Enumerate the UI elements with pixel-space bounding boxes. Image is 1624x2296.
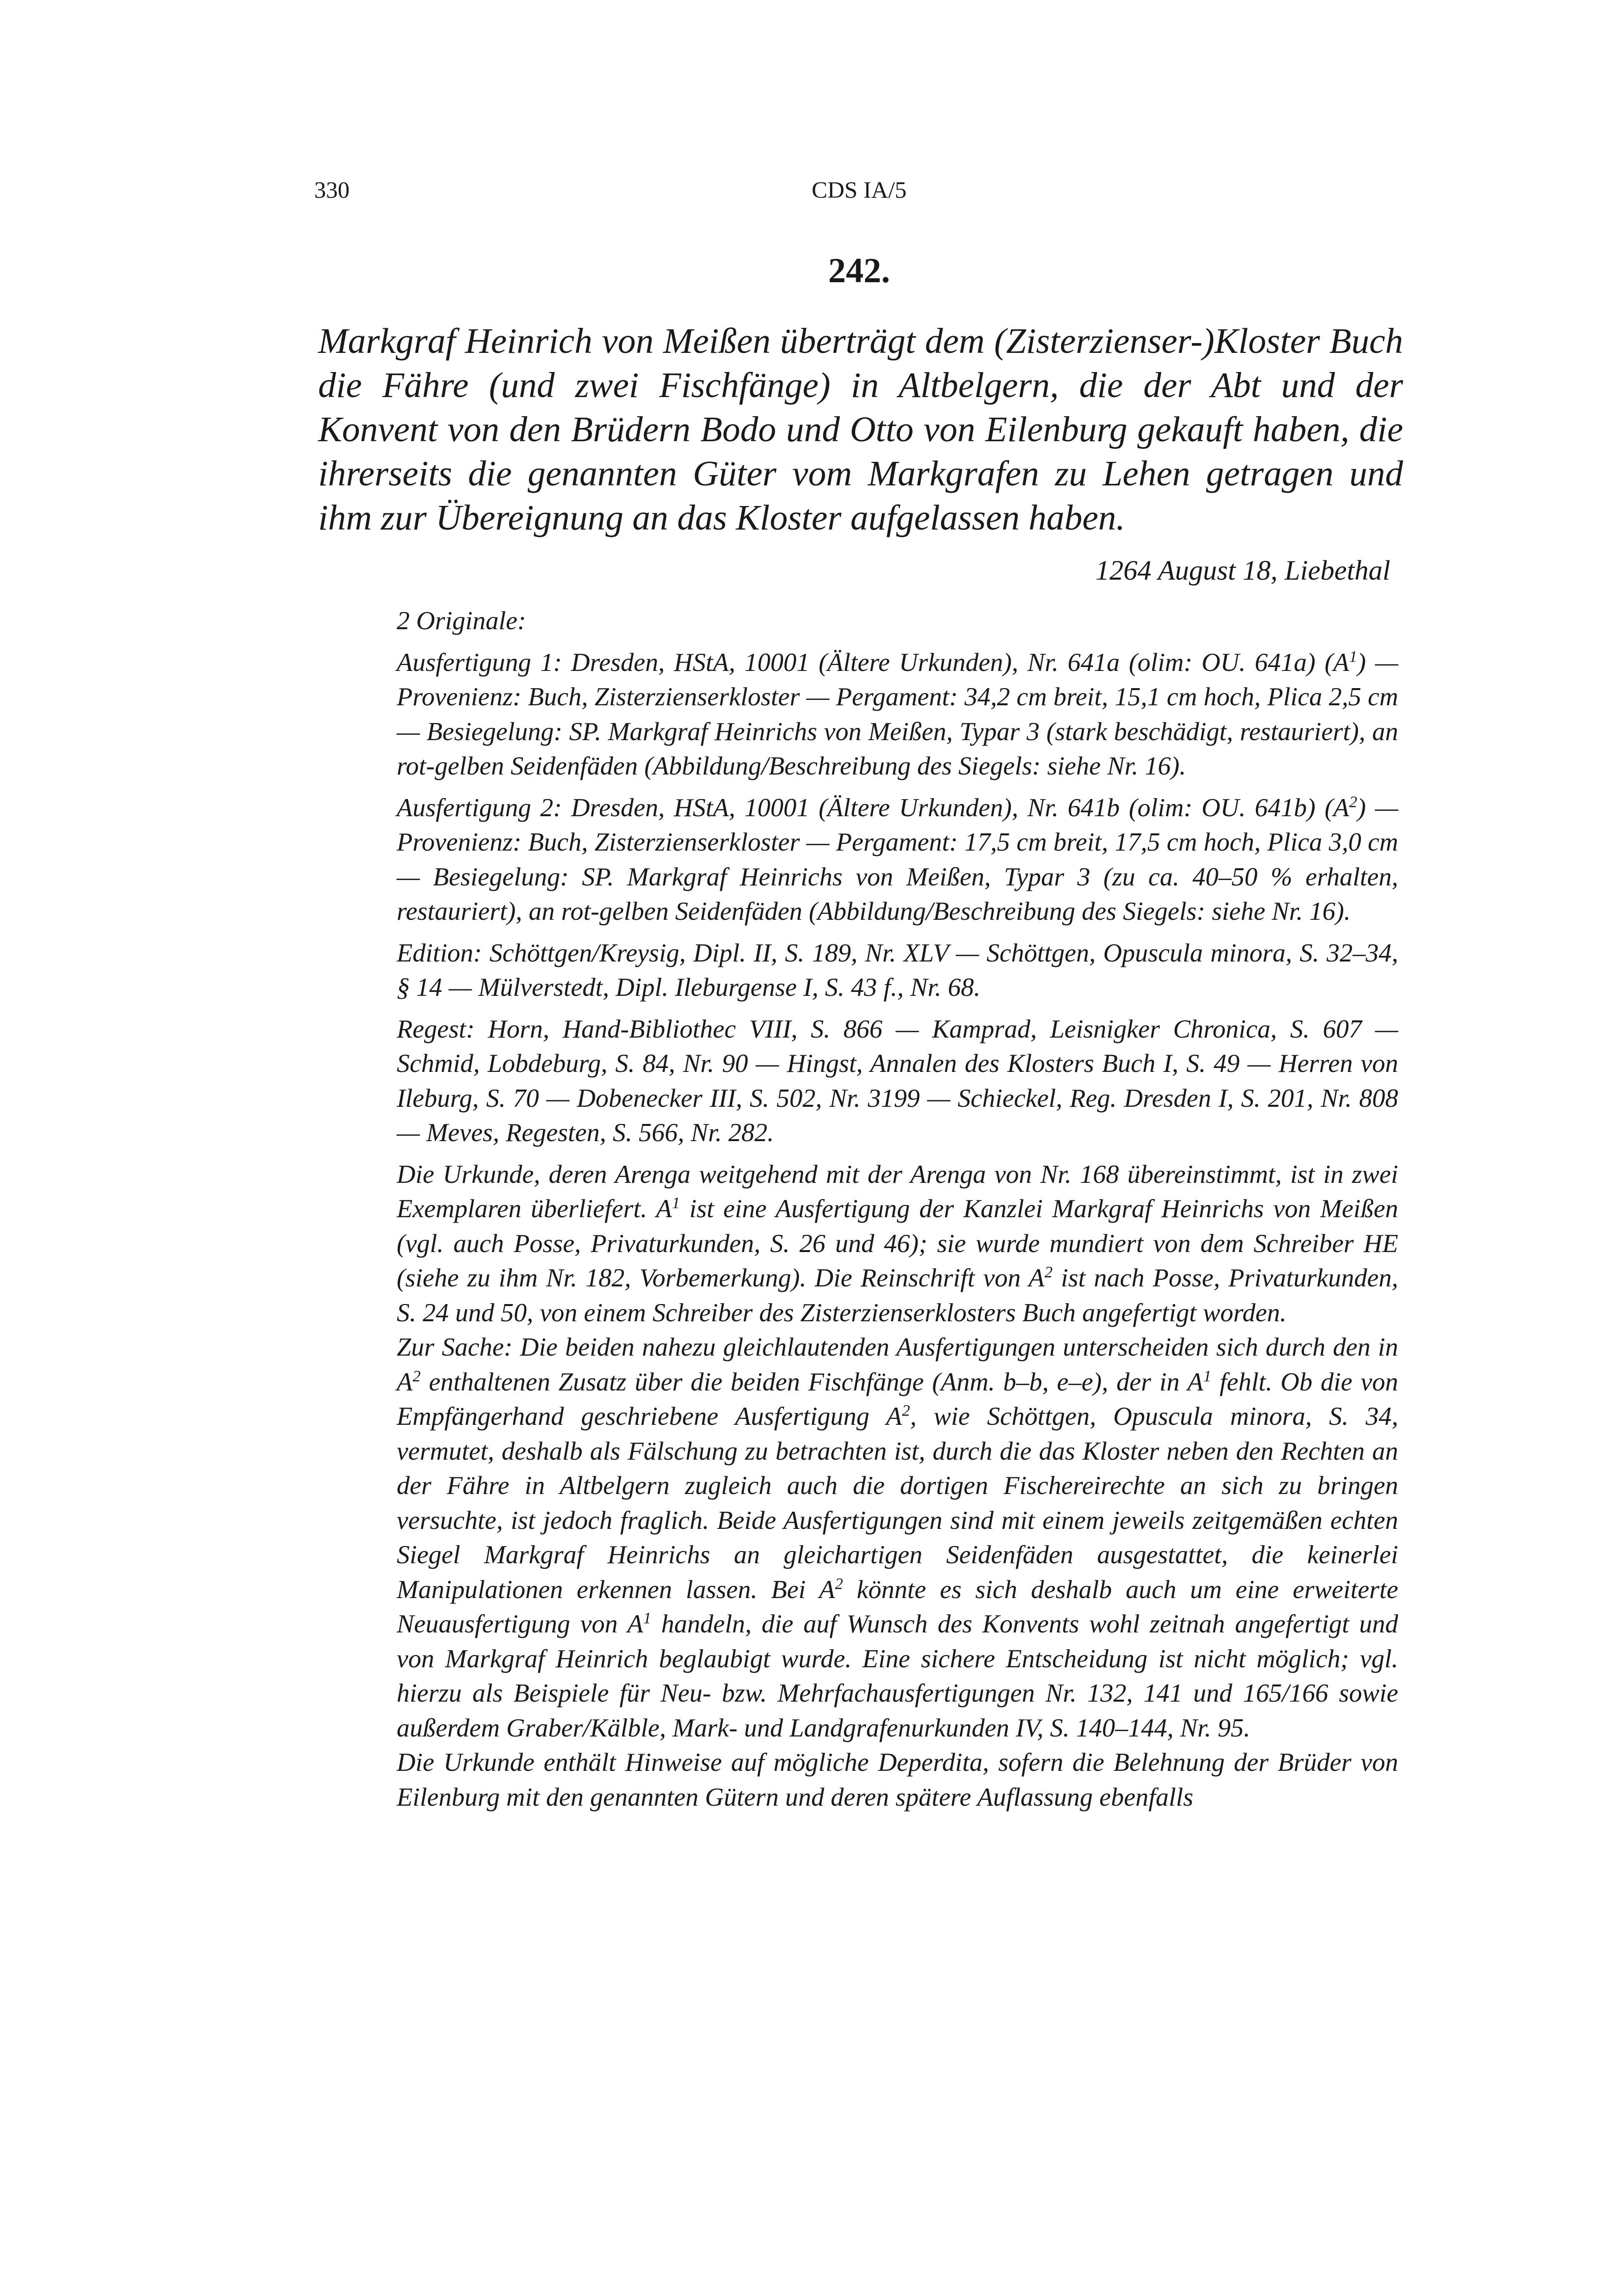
ausfertigung-2 (397, 791, 1398, 929)
running-head (314, 177, 1404, 216)
ausfertigung-2-text: ) — Provenienz: Buch, Zisterzienserkloster — Pergament: 17,5 cm breit, 17,5 cm hoch, Plica 3,0 cm — Besiegelung: SP. Markgraf Heinrichs von Meißen, Typar 3 (zu ca. 40–50 % erhalten, restauriert), an rot-gelben Seidenfäden (Abbildung/Beschreibung des Siegels: siehe Nr. 16). (397, 793, 1398, 926)
commentary-paragraph (397, 1157, 1398, 1331)
commentary-text: könnte es sich deshalb auch um eine erweiterte Neuausfertigung von A (397, 1575, 1398, 1638)
commentary-text: , wie Schöttgen, Opuscula minora, S. 34, vermutet, deshalb als Fälschung zu betrachten ist, durch die das Kloster neben den Rechten an der Fähre in Altbelgern zugleich auch die dortigen Fischereirechte an sich zu bringen versuchte, ist jedoch fraglich. Beide Ausfertigungen sind mit einem jeweils zeitgemäßen echten Siegel Markgraf Heinrichs an gleichartigen Seidenfäden ausgestattet, die keinerlei Manipulationen erkennen lassen. Bei A (397, 1402, 1398, 1604)
regest-summary: Markgraf Heinrich von Meißen überträgt dem (Zisterzienser-)Kloster Buch die Fähre (und zwei Fischfänge) in Altbelgern, die der Abt und der Konvent von den Brüdern Bodo und Otto von Eilenburg gekauft haben, die ihrerseits die genannten Güter vom Markgrafen zu Lehen getragen und ihm zur Übereignung an das Kloster aufgelassen haben. (318, 321, 1403, 537)
ausfertigung-2-text: Ausfertigung 2: Dresden, HStA, 10001 (Ältere Urkunden), Nr. 641b (olim: OU. 641b) (A (397, 793, 1350, 822)
superscript: 1 (1203, 1367, 1212, 1385)
document-number: 242. (828, 251, 890, 290)
superscript: 1 (643, 1609, 651, 1628)
superscript: 2 (1349, 793, 1357, 811)
commentary-text: ist nach Posse, Privaturkunden, S. 24 und 50, von einem Schreiber des Zisterzienserklosters Buch angefertigt worden. (397, 1264, 1399, 1327)
critical-apparatus (397, 604, 1398, 1815)
superscript: 2 (835, 1575, 843, 1593)
ausfertigung-1-text: ) — Provenienz: Buch, Zisterzienserkloster — Pergament: 34,2 cm breit, 15,1 cm hoch, Plica 2,5 cm — Besiegelung: SP. Markgraf Heinrichs von Meißen, Typar 3 (stark beschädigt, restauriert), an rot-gelben Seidenfäden (Abbildung/Beschreibung des Siegels: siehe Nr. 16). (397, 648, 1398, 780)
commentary-paragraph (397, 1330, 1398, 1745)
edition-references: Edition: Schöttgen/Kreysig, Dipl. II, S. 189, Nr. XLV — Schöttgen, Opuscula minora, S. 32–34, § 14 — Mülverstedt, Dipl. Ileburgense I, S. 43 f., Nr. 68. (397, 938, 1398, 1002)
superscript: 2 (412, 1367, 421, 1385)
originals-heading: 2 Originale: (397, 607, 526, 635)
commentary-text: ist eine Ausfertigung der Kanzlei Markgraf Heinrichs von Meißen (vgl. auch Posse, Privaturkunden, S. 26 und 46); sie wurde mundiert von dem Schreiber HE (siehe zu ihm Nr. 182, Vorbemerkung). Die Reinschrift von A (397, 1195, 1398, 1292)
superscript: 2 (1044, 1263, 1053, 1281)
page-number: 330 (314, 177, 350, 203)
date-place: 1264 August 18, Liebethal (1095, 555, 1390, 586)
ausfertigung-1 (397, 645, 1398, 784)
commentary-text: Die Urkunde, deren Arenga weitgehend mit der Arenga von Nr. 168 übereinstimmt, ist in zwei Exemplaren überliefert. A (397, 1160, 1398, 1223)
commentary-text: enthaltenen Zusatz über die beiden Fischfänge (Anm. b–b, e–e), der in A (420, 1367, 1203, 1396)
superscript: 1 (672, 1194, 680, 1212)
commentary-text: Zur Sache: Die beiden nahezu gleichlautenden Ausfertigungen unterscheiden sich durch den in A (397, 1333, 1398, 1396)
series-title: CDS IA/5 (812, 177, 907, 203)
superscript: 2 (902, 1402, 910, 1420)
superscript: 1 (1349, 647, 1357, 666)
commentary-text: fehlt. Ob die von Empfängerhand geschriebene Ausfertigung A (397, 1367, 1399, 1431)
ausfertigung-1-text: Ausfertigung 1: Dresden, HStA, 10001 (Ältere Urkunden), Nr. 641a (olim: OU. 641a) (A (397, 648, 1350, 677)
commentary-paragraph: Die Urkunde enthält Hinweise auf mögliche Deperdita, sofern die Belehnung der Brüder von Eilenburg mit den genannten Gütern und deren spätere Auflassung ebenfalls (397, 1748, 1398, 1812)
regest-references: Regest: Horn, Hand-Bibliothec VIII, S. 866 — Kamprad, Leisnigker Chronica, S. 607 — Schmid, Lobdeburg, S. 84, Nr. 90 — Hingst, Annalen des Klosters Buch I, S. 49 — Herren von Ileburg, S. 70 — Dobenecker III, S. 502, Nr. 3199 — Schieckel, Reg. Dresden I, S. 201, Nr. 808 — Meves, Regesten, S. 566, Nr. 282. (397, 1015, 1398, 1147)
commentary-text: handeln, die auf Wunsch des Konvents wohl zeitnah angefertigt und von Markgraf Heinrich beglaubigt wurde. Eine sichere Entscheidung ist nicht möglich; vgl. hierzu als Beispiele für Neu- bzw. Mehrfachausfertigungen Nr. 132, 141 und 165/166 sowie außerdem Graber/Kälble, Mark- und Landgrafenurkunden IV, S. 140–144, Nr. 95. (397, 1610, 1399, 1742)
